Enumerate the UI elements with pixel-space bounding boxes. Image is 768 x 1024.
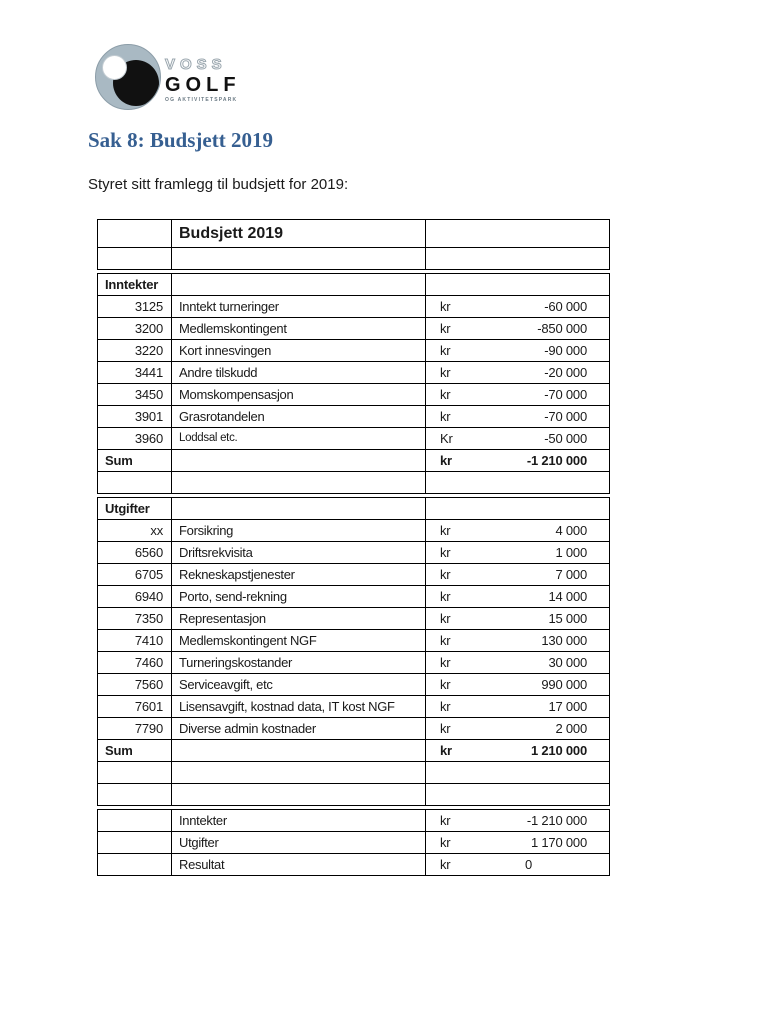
amount-value: -70 000 <box>544 387 587 402</box>
currency-label: kr <box>440 523 451 538</box>
account-code-cell <box>98 810 172 831</box>
currency-label: kr <box>440 299 451 314</box>
currency-label: kr <box>440 721 451 736</box>
account-code-cell: 7560 <box>98 674 172 695</box>
account-code-cell <box>98 220 172 247</box>
table-row <box>98 450 609 472</box>
table-row <box>98 608 609 630</box>
amount-value: 7 000 <box>555 567 587 582</box>
amount-value: 0 <box>524 857 533 872</box>
account-code-cell: 3450 <box>98 384 172 405</box>
table-row <box>98 296 609 318</box>
description-cell <box>172 472 426 493</box>
description-cell <box>172 450 426 471</box>
amount-value: 17 000 <box>548 699 587 714</box>
description-cell <box>172 784 426 805</box>
description-cell: Resultat <box>172 854 426 875</box>
table-row <box>98 498 609 520</box>
currency-label: kr <box>440 655 451 670</box>
account-code-cell <box>98 832 172 853</box>
account-code-cell: 3901 <box>98 406 172 427</box>
description-cell <box>172 498 426 519</box>
table-row <box>98 586 609 608</box>
value-cell <box>426 810 609 831</box>
value-cell <box>426 450 609 471</box>
description-cell: Inntekter <box>172 810 426 831</box>
table-block-utgifter <box>97 497 610 806</box>
description-cell: Andre tilskudd <box>172 362 426 383</box>
amount-value: -50 000 <box>544 431 587 446</box>
description-cell: Representasjon <box>172 608 426 629</box>
account-code-cell: 3220 <box>98 340 172 361</box>
table-row <box>98 318 609 340</box>
account-code-cell: 7460 <box>98 652 172 673</box>
budget-table <box>97 219 610 879</box>
account-code-cell <box>98 854 172 875</box>
currency-label: kr <box>440 387 451 402</box>
amount-value: 15 000 <box>548 611 587 626</box>
amount-value: -70 000 <box>544 409 587 424</box>
description-cell <box>172 762 426 783</box>
table-row <box>98 274 609 296</box>
value-cell <box>426 542 609 563</box>
table-row <box>98 832 609 854</box>
logo-tagline: OG AKTIVITETSPARK <box>165 97 238 103</box>
intro-text: Styret sitt framlegg til budsjett for 2019: <box>88 176 349 193</box>
page-title: Sak 8: Budsjett 2019 <box>88 128 273 152</box>
table-row <box>98 406 609 428</box>
value-cell <box>426 740 609 761</box>
amount-value: 1 170 000 <box>530 835 587 850</box>
description-cell: Momskompensasjon <box>172 384 426 405</box>
table-row <box>98 362 609 384</box>
account-code-cell: 7410 <box>98 630 172 651</box>
account-code-cell: 6705 <box>98 564 172 585</box>
description-cell: Lisensavgift, kostnad data, IT kost NGF <box>172 696 426 717</box>
account-code-cell <box>98 784 172 805</box>
description-cell: Forsikring <box>172 520 426 541</box>
logo-voss-wordmark: VOSS <box>165 56 227 73</box>
golf-ball-logo-icon <box>95 44 161 110</box>
currency-label: kr <box>440 743 452 758</box>
value-cell <box>426 340 609 361</box>
value-cell <box>426 248 609 269</box>
table-row <box>98 248 609 269</box>
amount-value: 4 000 <box>555 523 587 538</box>
value-cell <box>426 674 609 695</box>
currency-label: kr <box>440 343 451 358</box>
currency-label: kr <box>440 365 451 380</box>
table-row <box>98 542 609 564</box>
value-cell <box>426 718 609 739</box>
value-cell <box>426 832 609 853</box>
account-code-cell <box>98 472 172 493</box>
table-row <box>98 384 609 406</box>
value-cell <box>426 762 609 783</box>
currency-label: kr <box>440 677 451 692</box>
currency-label: kr <box>440 567 451 582</box>
table-row <box>98 718 609 740</box>
value-cell <box>426 472 609 493</box>
value-cell <box>426 854 609 875</box>
section-label-cell: Sum <box>98 740 172 761</box>
value-cell <box>426 428 609 449</box>
value-cell <box>426 784 609 805</box>
currency-label: kr <box>440 321 451 336</box>
account-code-cell: 3125 <box>98 296 172 317</box>
account-code-cell: 3200 <box>98 318 172 339</box>
currency-label: kr <box>440 633 451 648</box>
description-cell: Porto, send-rekning <box>172 586 426 607</box>
table-row <box>98 740 609 762</box>
currency-label: kr <box>440 699 451 714</box>
value-cell <box>426 586 609 607</box>
description-cell: Grasrotandelen <box>172 406 426 427</box>
value-cell <box>426 630 609 651</box>
description-cell <box>172 274 426 295</box>
table-row <box>98 520 609 542</box>
table-block-resultat <box>97 809 610 876</box>
amount-value: 14 000 <box>548 589 587 604</box>
currency-label: kr <box>440 813 451 828</box>
value-cell <box>426 318 609 339</box>
table-title-cell: Budsjett 2019 <box>172 220 426 247</box>
voss-golf-logo <box>95 44 275 112</box>
value-cell <box>426 384 609 405</box>
amount-value: -1 210 000 <box>526 453 587 468</box>
account-code-cell <box>98 762 172 783</box>
description-cell: Serviceavgift, etc <box>172 674 426 695</box>
description-cell <box>172 248 426 269</box>
amount-value: 990 000 <box>541 677 587 692</box>
description-cell: Loddsal etc. <box>172 428 426 449</box>
account-code-cell <box>98 248 172 269</box>
value-cell <box>426 274 609 295</box>
amount-value: -850 000 <box>537 321 587 336</box>
amount-value: -90 000 <box>544 343 587 358</box>
currency-label: kr <box>440 611 451 626</box>
description-cell: Rekneskapstjenester <box>172 564 426 585</box>
value-cell <box>426 296 609 317</box>
description-cell: Turneringskostander <box>172 652 426 673</box>
description-cell: Driftsrekvisita <box>172 542 426 563</box>
value-cell <box>426 564 609 585</box>
account-code-cell: 7350 <box>98 608 172 629</box>
table-row <box>98 674 609 696</box>
currency-label: kr <box>440 589 451 604</box>
table-row <box>98 652 609 674</box>
section-label-cell: Utgifter <box>98 498 172 519</box>
table-row <box>98 696 609 718</box>
currency-label: Kr <box>440 431 453 446</box>
amount-value: 130 000 <box>541 633 587 648</box>
description-cell: Inntekt turneringer <box>172 296 426 317</box>
section-label-cell: Sum <box>98 450 172 471</box>
table-row <box>98 854 609 875</box>
table-row <box>98 630 609 652</box>
description-cell <box>172 740 426 761</box>
account-code-cell: 6940 <box>98 586 172 607</box>
value-cell <box>426 498 609 519</box>
currency-label: kr <box>440 453 452 468</box>
amount-value: -20 000 <box>544 365 587 380</box>
amount-value: 1 000 <box>555 545 587 560</box>
account-code-cell: 7790 <box>98 718 172 739</box>
table-block-title <box>97 219 610 270</box>
amount-value: 2 000 <box>555 721 587 736</box>
table-block-inntekter <box>97 273 610 494</box>
amount-value: 30 000 <box>548 655 587 670</box>
value-cell <box>426 220 609 247</box>
value-cell <box>426 362 609 383</box>
value-cell <box>426 520 609 541</box>
logo-golf-wordmark: GOLF <box>165 74 241 96</box>
logo-white-circle <box>102 55 127 80</box>
table-row <box>98 762 609 784</box>
value-cell <box>426 608 609 629</box>
description-cell: Kort innesvingen <box>172 340 426 361</box>
table-row <box>98 784 609 805</box>
description-cell: Medlemskontingent <box>172 318 426 339</box>
account-code-cell: xx <box>98 520 172 541</box>
table-row <box>98 564 609 586</box>
table-row <box>98 340 609 362</box>
table-row <box>98 810 609 832</box>
amount-value: 1 210 000 <box>530 743 587 758</box>
account-code-cell: 7601 <box>98 696 172 717</box>
account-code-cell: 3960 <box>98 428 172 449</box>
currency-label: kr <box>440 835 451 850</box>
logo-text <box>165 57 273 103</box>
section-label-cell: Inntekter <box>98 274 172 295</box>
description-cell: Diverse admin kostnader <box>172 718 426 739</box>
currency-label: kr <box>440 857 451 872</box>
description-cell: Utgifter <box>172 832 426 853</box>
account-code-cell: 6560 <box>98 542 172 563</box>
description-cell: Medlemskontingent NGF <box>172 630 426 651</box>
table-row <box>98 220 609 248</box>
amount-value: -1 210 000 <box>526 813 587 828</box>
value-cell <box>426 696 609 717</box>
account-code-cell: 3441 <box>98 362 172 383</box>
table-row <box>98 472 609 493</box>
value-cell <box>426 652 609 673</box>
currency-label: kr <box>440 409 451 424</box>
currency-label: kr <box>440 545 451 560</box>
table-row <box>98 428 609 450</box>
amount-value: -60 000 <box>544 299 587 314</box>
value-cell <box>426 406 609 427</box>
